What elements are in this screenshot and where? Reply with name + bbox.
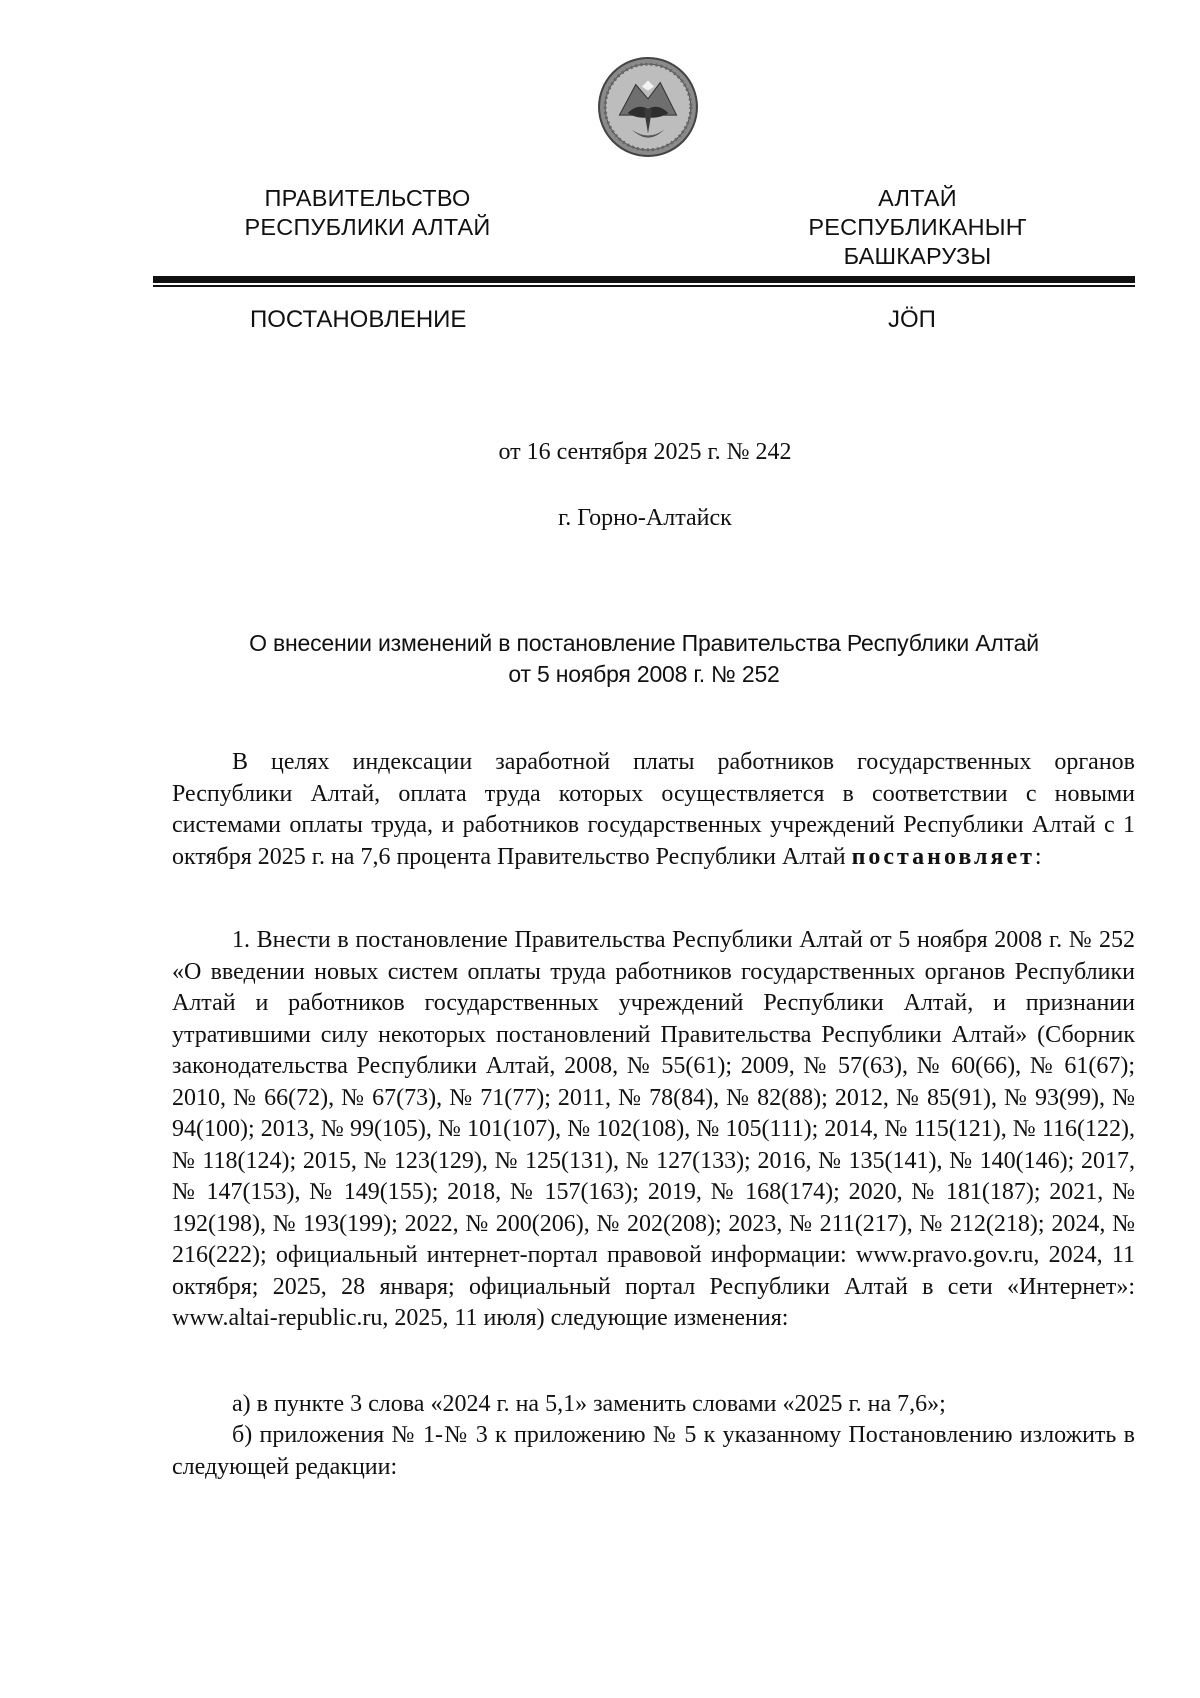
preamble-paragraph: [172, 747, 1135, 873]
header-left-line1: ПРАВИТЕЛЬСТВО: [264, 185, 471, 211]
header-divider-thin: [153, 285, 1135, 287]
clause-1-paragraph: 1. Внести в постановление Правительства Республики Алтай от 5 ноября 2008 г. № 252 «О введении новых систем оплаты труда работников государственных органов Республики Алтай и работников государственных учреждений Республики Алтай, и признании утратившими силу некоторых постановлений Правительства Республики Алтай» (Сборник законодательства Республики Алтай, 2008, № 55(61); 2009, № 57(63), № 60(66), № 61(67); 2010, № 66(72), № 67(73), № 71(77); 2011, № 78(84), № 82(88); 2012, № 85(91), № 93(99), № 94(100); 2013, № 99(105), № 101(107), № 102(108), № 105(111); 2014, № 115(121), № 116(122), № 118(124); 2015, № 123(129), № 125(131), № 127(133); 2016, № 135(141), № 140(146); 2017, № 147(153), № 149(155); 2018, № 157(163); 2019, № 168(174); 2020, № 181(187); 2021, № 192(198), № 193(199); 2022, № 200(206), № 202(208); 2023, № 211(217), № 212(218); 2024, № 216(222); официальный интернет-портал правовой информации: www.pravo.gov.ru, 2024, 11 октября; 2025, 28 января; официальный портал Республики Алтай в сети «Интернет»: www.altai-republic.ru, 2025, 11 июля) следующие изменения:: [172, 927, 1135, 1331]
title-line1: О внесении изменений в постановление Правительства Республики Алтай: [249, 630, 1039, 656]
doc-type-left: ПОСТАНОВЛЕНИЕ: [250, 306, 467, 333]
header-right-line2: БАШКАРУЗЫ: [843, 243, 992, 269]
document-date-number: от 16 сентября 2025 г. № 242: [498, 439, 792, 465]
header-divider-thick: [153, 276, 1135, 283]
header-left-line2: РЕСПУБЛИКИ АЛТАЙ: [244, 214, 491, 240]
document-city: г. Горно-Алтайск: [558, 505, 732, 531]
preamble-text: В целях индексации заработной платы работников государственных органов Республики Алтай, оплата труда которых осуществляется в соответствии с новыми системами оплаты труда, и работников государственных учреждений Республики Алтай с 1 октября 2025 г. на 7,6 процента Правительство Республики Алтай: [172, 749, 1135, 870]
doc-type-right: ЈÖП: [888, 306, 936, 333]
header-right-block: [770, 184, 1065, 271]
subclause-b: б) приложения № 1-№ 3 к приложению № 5 к указанному Постановлению изложить в следующей редакции:: [172, 1422, 1135, 1480]
header-right-line1: АЛТАЙ РЕСПУБЛИКАНЫҤ: [808, 185, 1027, 240]
title-line2: от 5 ноября 2008 г. № 252: [508, 661, 780, 687]
subclause-a: а) в пункте 3 слова «2024 г. на 5,1» заменить словами «2025 г. на 7,6»;: [232, 1391, 946, 1417]
preamble-suffix: :: [1034, 843, 1042, 870]
coat-of-arms-emblem-icon: [597, 56, 699, 158]
header-left-block: [230, 184, 505, 242]
preamble-emphasis: постановляет: [851, 843, 1035, 870]
document-title: [153, 628, 1135, 690]
